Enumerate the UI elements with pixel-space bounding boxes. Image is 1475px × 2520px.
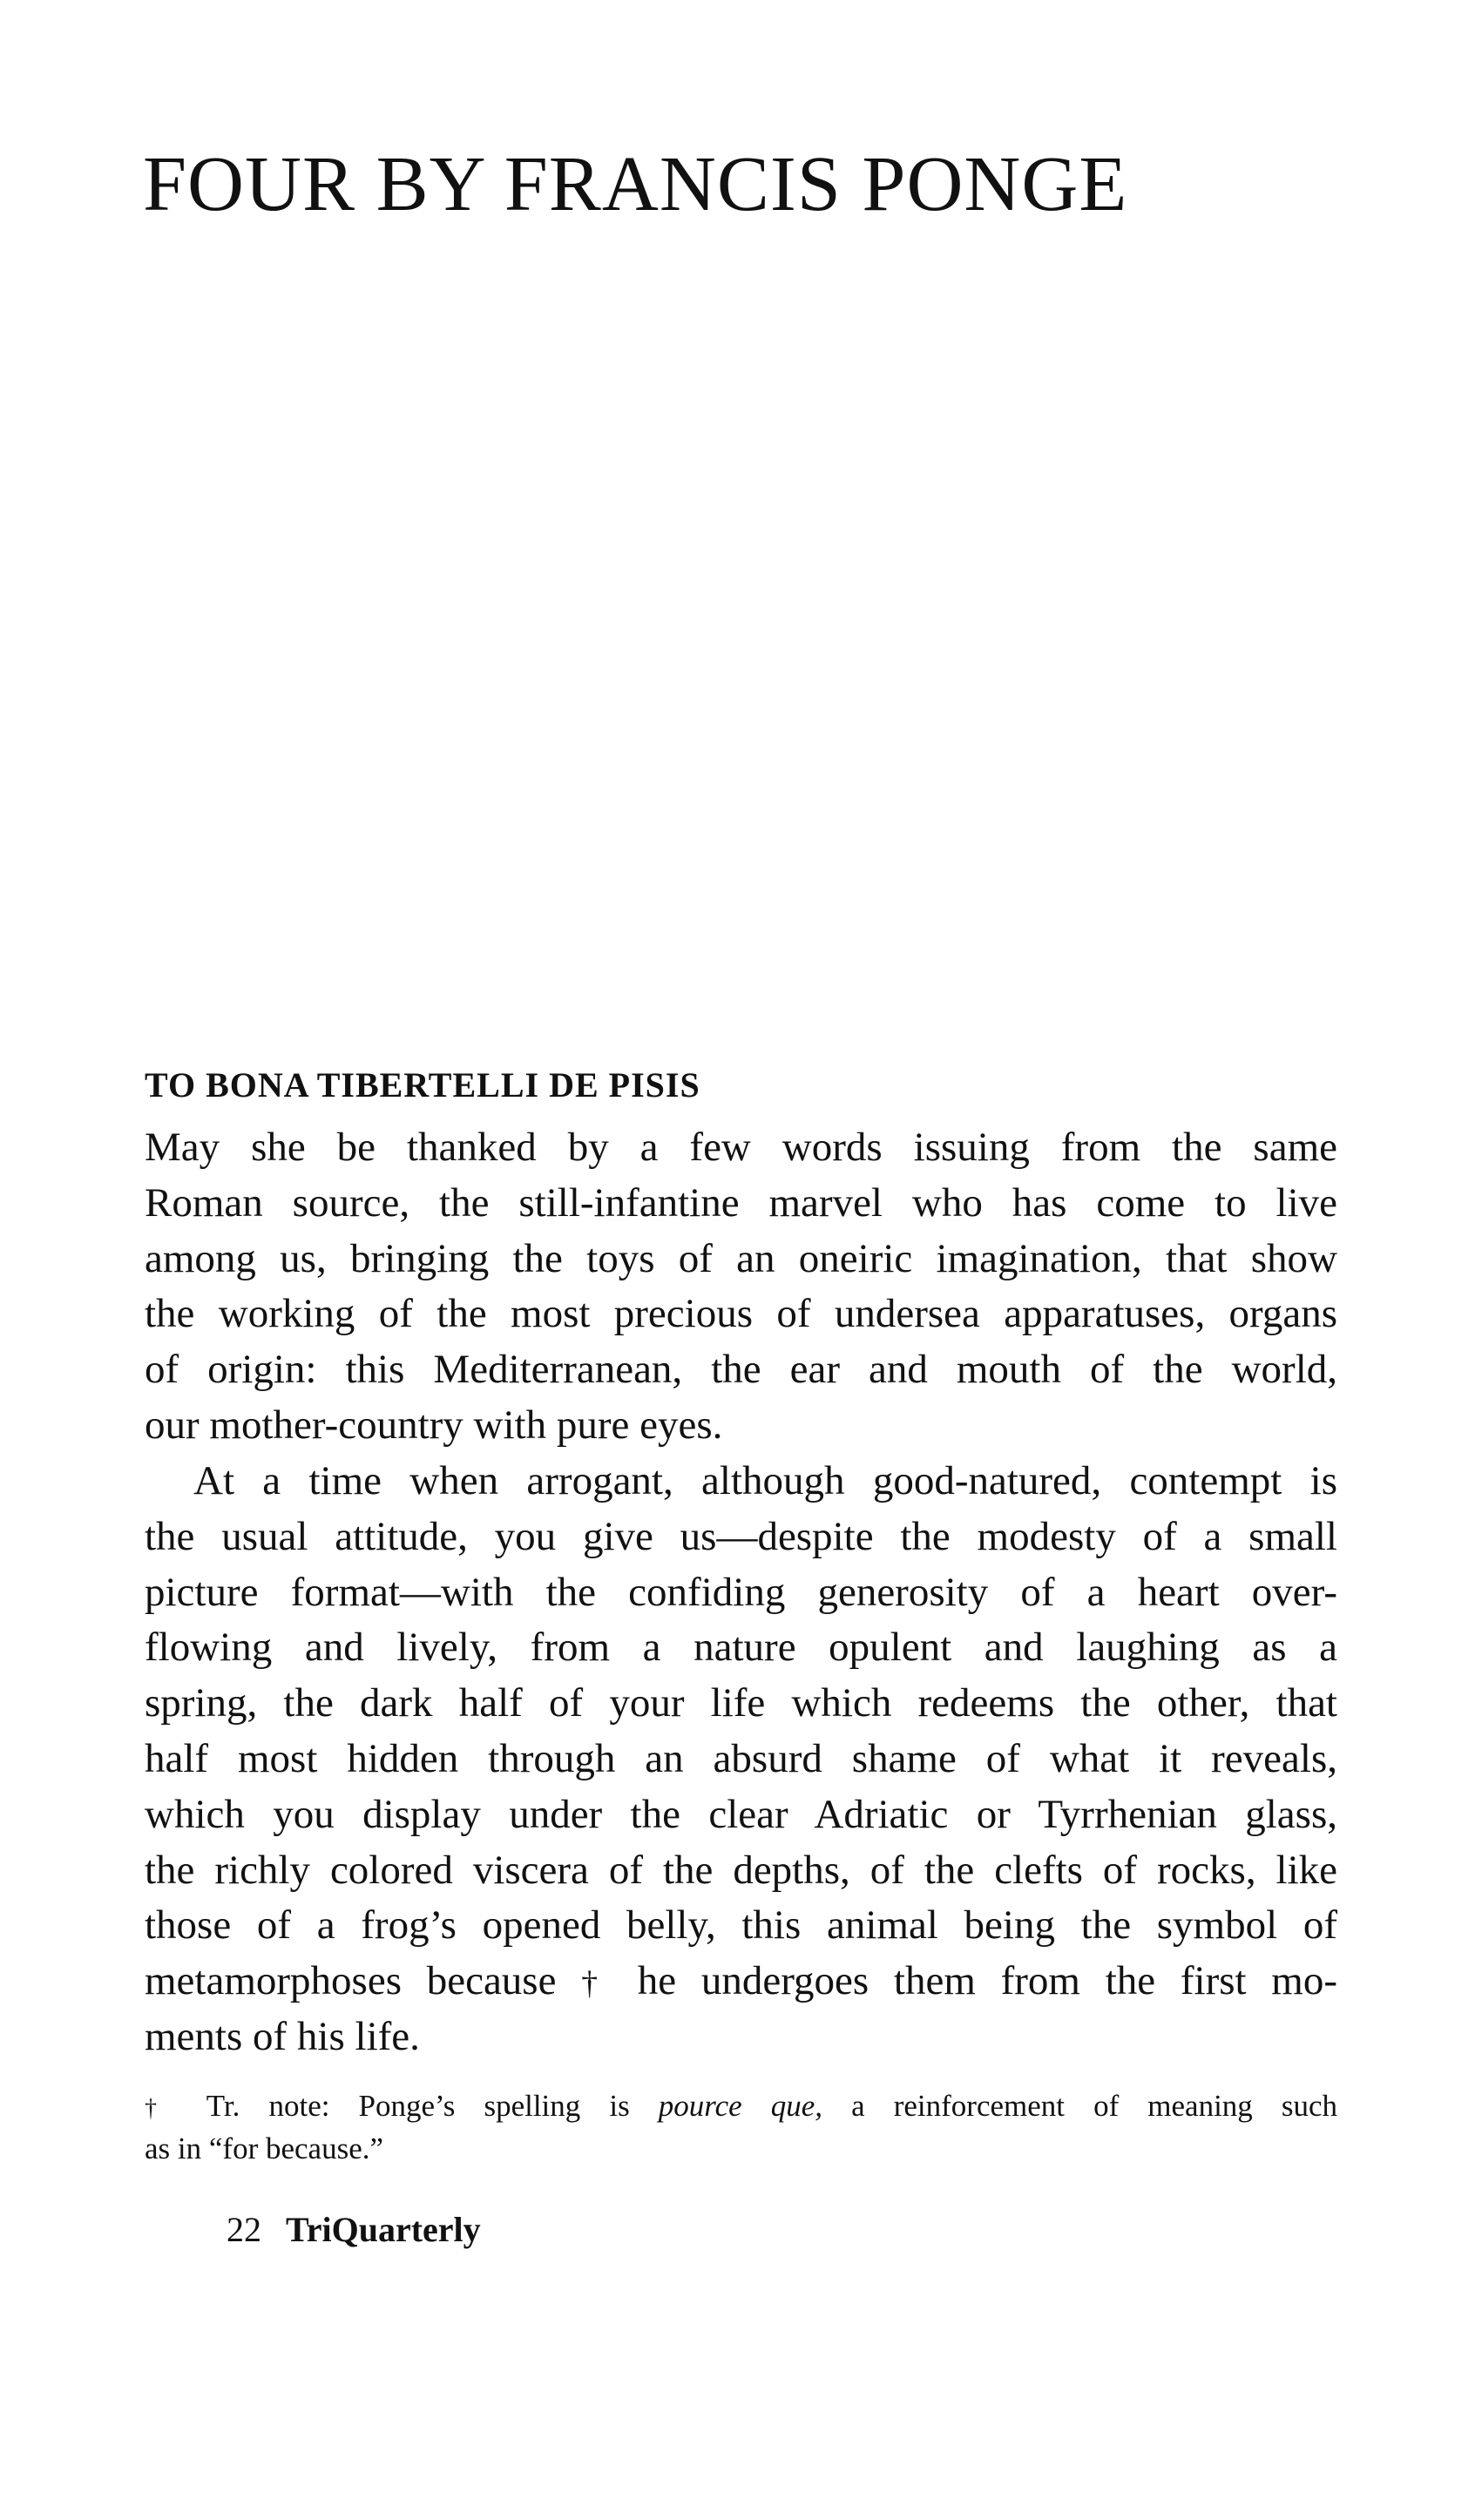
page-number: 22 bbox=[227, 2210, 261, 2249]
text-fragment: he undergoes them from the first mo- bbox=[637, 1958, 1338, 2004]
journal-name: TriQuarterly bbox=[286, 2210, 481, 2249]
text-line: picture format—with the confiding generosity of a heart over- bbox=[145, 1569, 1337, 1615]
text-line: half most hidden through an absurd shame of what it reveals, bbox=[145, 1735, 1337, 1781]
text-line: May she be thanked by a few words issuing from the same bbox=[145, 1125, 1337, 1170]
text-line: of origin: this Mediterranean, the ear and mouth of the world, bbox=[145, 1347, 1337, 1393]
text-line: flowing and lively, from a nature opulent and laughing as a bbox=[145, 1625, 1337, 1671]
text-line bbox=[145, 1954, 1337, 2010]
text-line: the richly colored viscera of the depths, of the clefts of rocks, like bbox=[145, 1847, 1337, 1893]
section-heading: TO BONA TIBERTELLI DE PISIS bbox=[145, 1065, 700, 1105]
footnote bbox=[145, 2086, 1337, 2169]
text-line: among us, bringing the toys of an oneiric imagination, that show bbox=[145, 1235, 1337, 1281]
text-line: the usual attitude, you give us—despite the modesty of a small bbox=[145, 1513, 1337, 1559]
text-line: ments of his life. bbox=[145, 2013, 420, 2059]
footnote-text: Tr. note: Ponge’s spelling is bbox=[206, 2089, 630, 2123]
footnote-emphasis: pource que, bbox=[658, 2089, 823, 2123]
footnote-line: as in “for because.” bbox=[145, 2132, 384, 2165]
text-line: Roman source, the still-infantine marvel who has come to live bbox=[145, 1179, 1337, 1226]
text-line: those of a frog’s opened belly, this animal being the symbol of bbox=[145, 1902, 1337, 1949]
text-line: which you display under the clear Adriatic or Tyrrhenian glass, bbox=[145, 1791, 1337, 1837]
text-line: our mother-country with pure eyes. bbox=[145, 1402, 723, 1448]
footnote-marker: † bbox=[145, 2095, 179, 2122]
text-line: spring, the dark half of your life which redeems the other, that bbox=[145, 1680, 1337, 1726]
footnote-line bbox=[145, 2086, 1337, 2129]
page-footer bbox=[227, 2209, 481, 2250]
text-line: At a time when arrogant, although good-natured, contempt is bbox=[193, 1458, 1337, 1503]
text-fragment: metamorphoses because bbox=[145, 1958, 557, 2004]
text-line: the working of the most precious of undersea apparatuses, organs bbox=[145, 1291, 1337, 1337]
paragraph-1 bbox=[145, 1120, 1337, 1454]
page-title: FOUR BY FRANCIS PONGE bbox=[143, 141, 1128, 227]
footnote-reference-dagger: † bbox=[581, 1966, 612, 2003]
footnote-text: a reinforcement of meaning such bbox=[851, 2089, 1338, 2123]
paragraph-2 bbox=[145, 1454, 1337, 2065]
